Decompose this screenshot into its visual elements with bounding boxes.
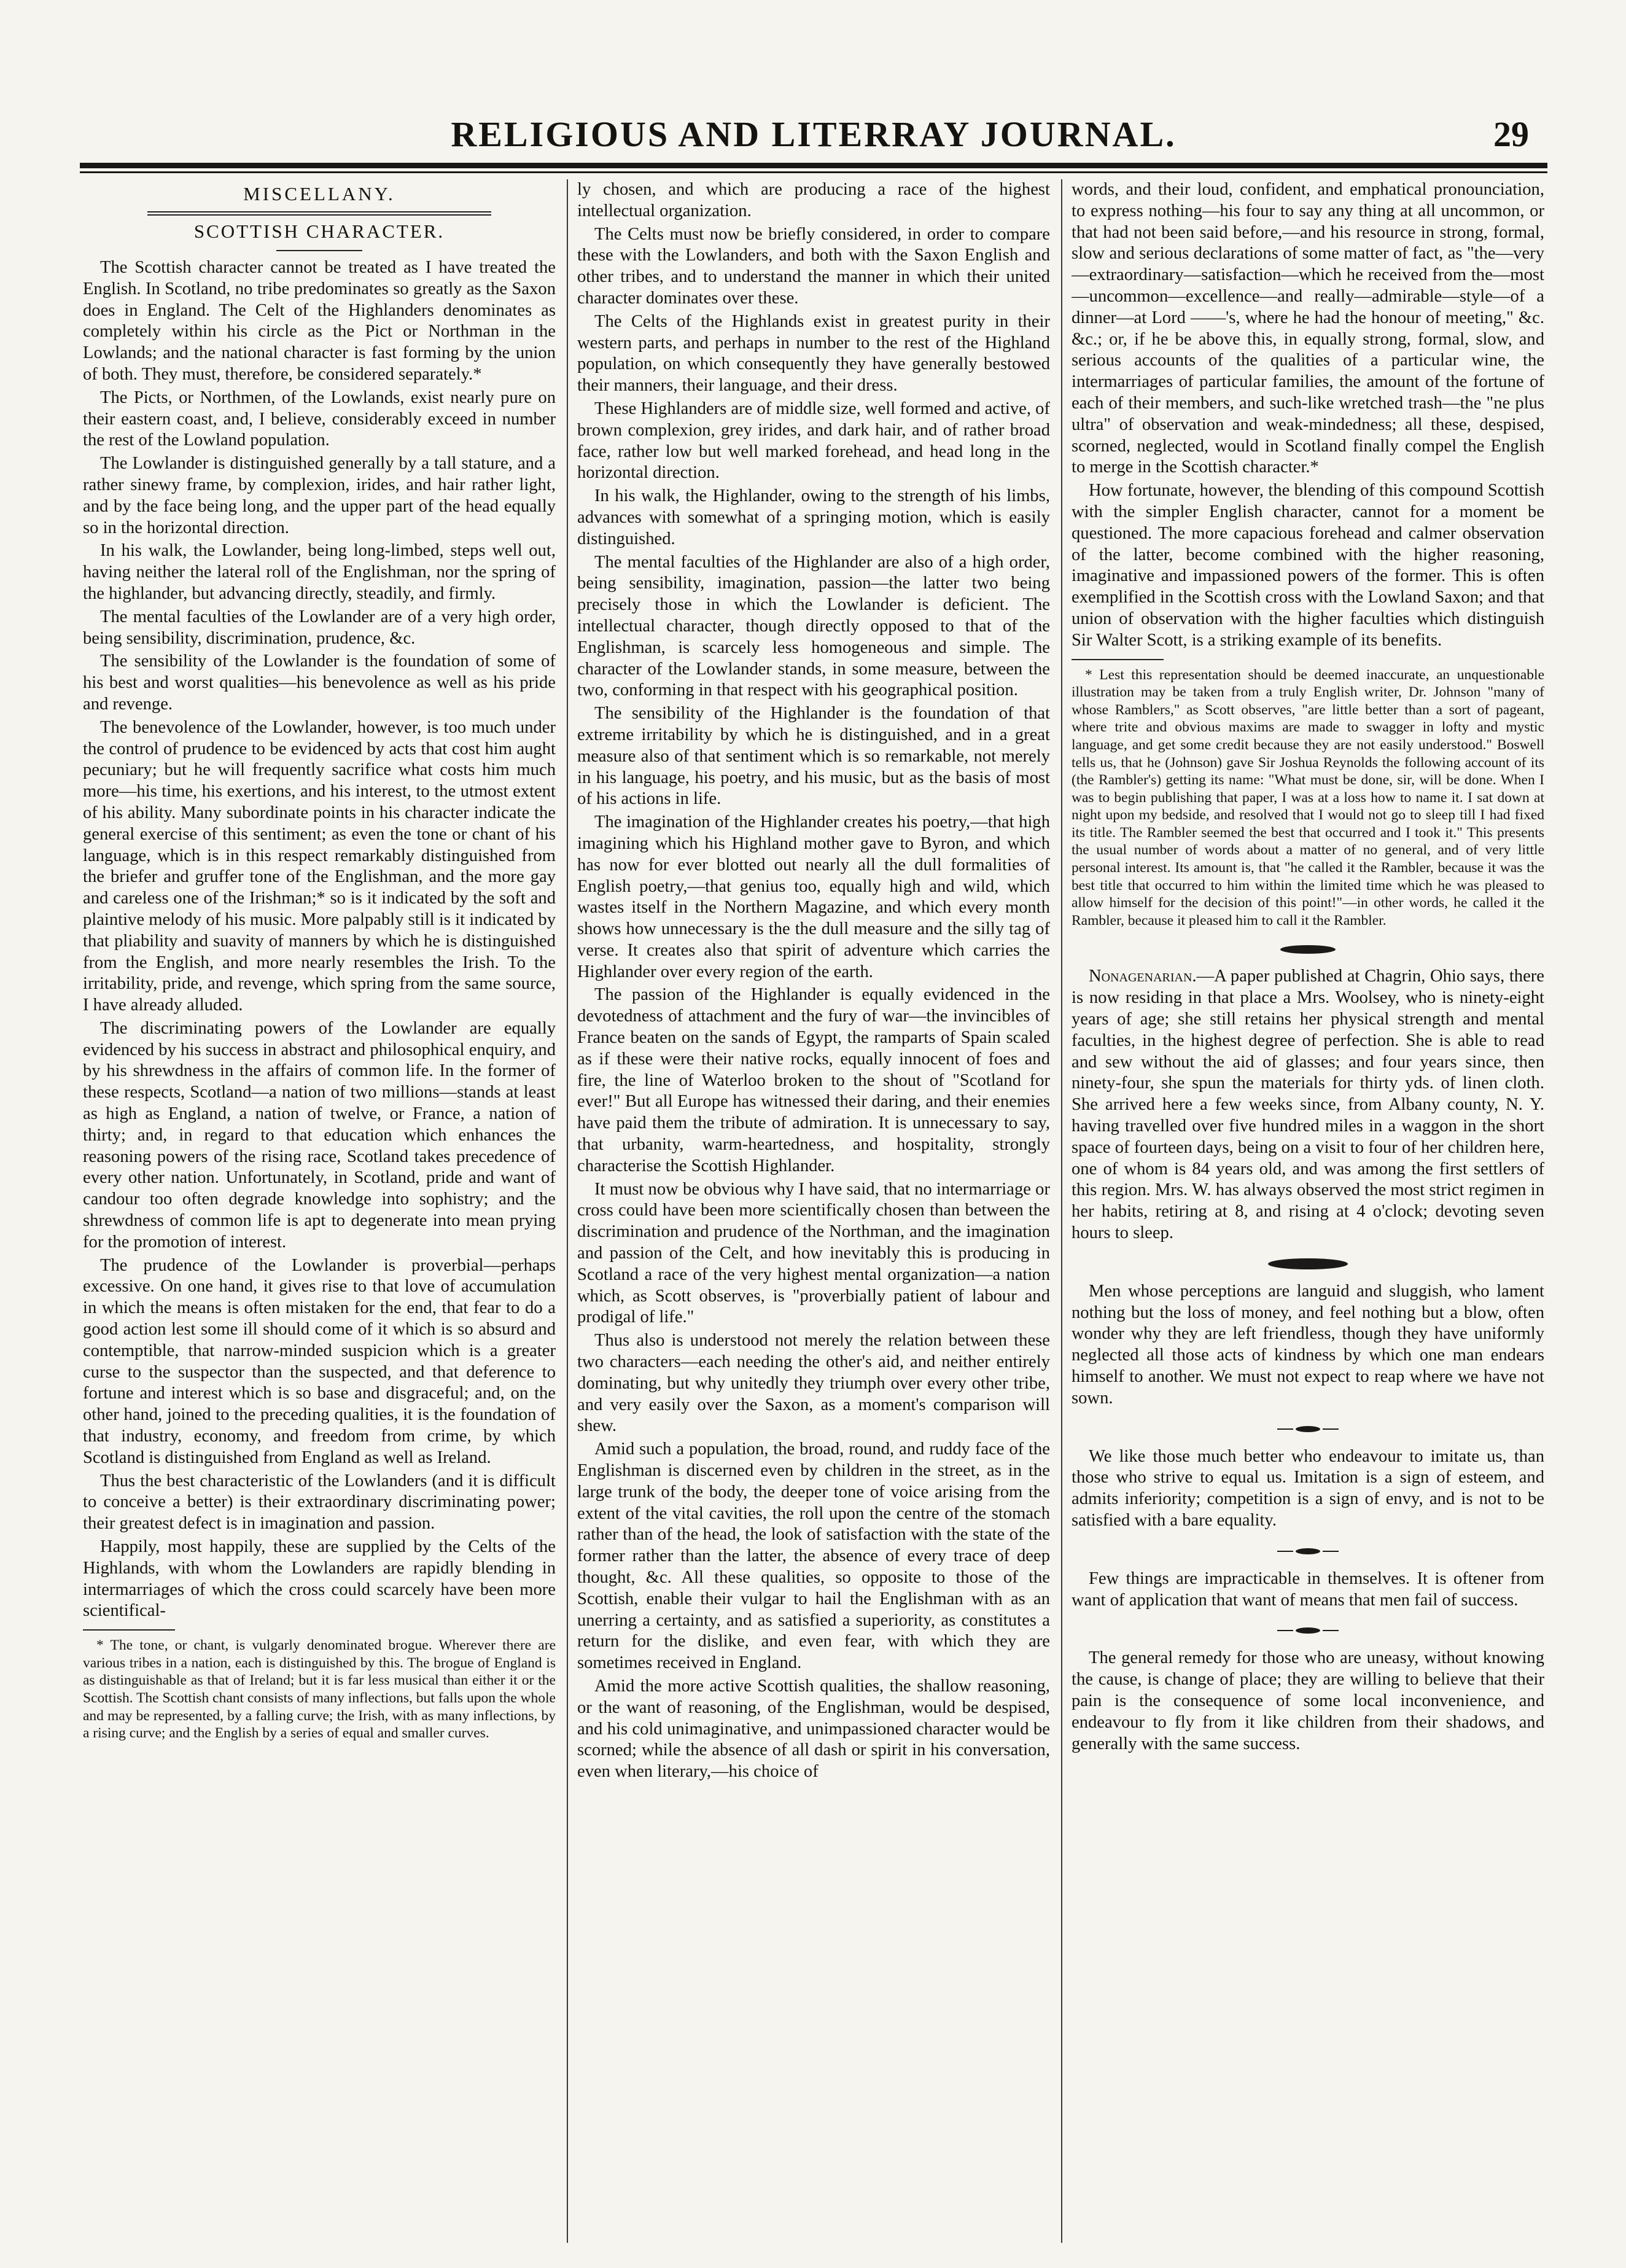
paragraph: words, and their loud, confident, and emphatical pronounciation, to express nothing—his four to say any thing at all uncommon, or that had not been said before,—and his resource in strong, formal, slow and serious declarations of some matter of fact, as "the—very—extraordinary—satisfaction—which he received from the—most—uncommon—excellence—and really—admirable—style—of a dinner—at Lord ——'s, where he had the honour of meeting," &c. &c.; or, if he be above this, in equally strong, formal, slow, and serious accounts of the qualities of a particular wine, the intermarriages of particular families, the amount of the fortune of each of their members, and such-like wretched trash—the "ne plus ultra" of observation and weak-mindedness; all these, despised, scorned, neglected, would in Scotland finally compel the English to merge in the Scottish character.* [1072, 180, 1544, 477]
section-heading: MISCELLANY. [243, 183, 395, 205]
ornament-mark [1268, 1258, 1348, 1269]
paragraph: ly chosen, and which are producing a race of the highest intellectual organization. [577, 180, 1050, 220]
paragraph: The mental faculties of the Lowlander are of a very high order, being sensibility, discrimination, prudence, &c. [83, 607, 556, 648]
paragraph: In his walk, the Lowlander, being long-limbed, steps well out, having neither the lateral roll of the Englishman, nor the spring of the highlander, but advancing directly, steadily, and firmly. [83, 541, 556, 603]
footnote-rule [1072, 659, 1164, 660]
footnote-rule [83, 1629, 175, 1631]
header-rule-thin [80, 171, 1547, 173]
paragraph: We like those much better who endeavour to imitate us, than those who strive to equal us. Imitation is a sign of esteem, and admits inferiority; competition is a sign of envy, and is not to be satisfied with a bare equality. [1072, 1446, 1544, 1530]
footnote: * The tone, or chant, is vulgarly denominated brogue. Wherever there are various tribes in a nation, each is distinguished by this. The brogue of England is as distinguishable as that of Ireland; but it is far less musical than either it or the Scottish. The Scottish chant consists of many inflections, but falls upon the whole and may be represented, by a falling curve; the Irish, with as many inflections, by a rising curve; and the English by a series of equal and smaller curves. [83, 1637, 556, 1742]
paragraph: The sensibility of the Highlander is the foundation of that extreme irritability by which he is distinguished, and in a great measure also of that sentiment which is so remarkable, not merely in his language, his poetry, and his music, but as the basis of most of his actions in life. [577, 704, 1050, 809]
paragraph: Few things are impracticable in themselves. It is oftener from want of application that want of means that men fail of success. [1072, 1569, 1544, 1610]
paragraph: In his walk, the Highlander, owing to the strength of his limbs, advances with somewhat of a springing motion, which is easily distinguished. [577, 486, 1050, 548]
ornament-divider [1072, 938, 1544, 957]
column-three [1072, 179, 1544, 2249]
ornament-mark [1296, 1548, 1320, 1554]
ornament-divider [1072, 1540, 1544, 1560]
ornament-divider [1072, 1619, 1544, 1639]
column-two [577, 179, 1050, 2249]
paragraph: The Picts, or Northmen, of the Lowlands, exist nearly pure on their eastern coast, and, I believe, considerably exceed in number the rest of the Lowland population. [83, 388, 556, 450]
nonagenarian-item [1072, 966, 1544, 1244]
paragraph: Thus the best characteristic of the Lowlanders (and it is difficult to conceive a better) is their extraordinary discriminating power; their greatest defect is in imagination and passion. [83, 1471, 556, 1533]
item-lead: Nonagenarian. [1089, 967, 1197, 986]
page-number: 29 [1493, 114, 1529, 154]
paragraph: How fortunate, however, the blending of this compound Scottish with the simpler English character, cannot for a moment be questioned. The more capacious forehead and calmer observation of the latter, become combined with the higher reasoning, imaginative and impassioned powers of the former. This is often exemplified in the Scottish cross with the Lowland Saxon; and that union of observation with the higher faculties which distinguish Sir Walter Scott, is a striking example of its benefits. [1072, 481, 1544, 650]
section-rule [147, 211, 491, 216]
column-divider-left [567, 179, 568, 2243]
column-divider-right [1061, 179, 1062, 2243]
paragraph: The general remedy for those who are uneasy, without knowing the cause, is change of place; they are willing to believe that their pain is the consequence of some local inconvenience, and endeavour to fly from it like children from their shadows, and generally with the same success. [1072, 1648, 1544, 1753]
column-one [83, 179, 556, 2249]
footnote: * Lest this representation should be deemed inaccurate, an unquestionable illustration may be taken from a truly English writer, Dr. Johnson "many of whose Ramblers," as Scott observes, "are little better than a sort of pageant, where trite and obvious maxims are made to swagger in lofty and mystic language, and get some credit because they are not easily understood." Boswell tells us, that he (Johnson) gave Sir Joshua Reynolds the following account of its (the Rambler's) getting its name: "What must be done, sir, will be done. When I was to begin publishing that paper, I was at a loss how to name it. I sat down at night upon my bedside, and resolved that I would not go to sleep till I had fixed its title. The Rambler seemed the best that occurred and I took it." This presents the usual number of words about a matter of no general, and of very little personal interest. Its amount is, that "he called it the Rambler, because it was the best title that occurred to him within the limited time which he was pleased to allow himself for the decision of this point!"—in other words, he called it the Rambler, because it pleased him to call it the Rambler. [1072, 666, 1544, 929]
ornament-divider [1072, 1253, 1544, 1272]
ornament-mark [1280, 945, 1336, 954]
paragraph: The benevolence of the Lowlander, however, is too much under the control of prudence to be evidenced by acts that cost him aught pecuniary; but he will frequently sacrifice what costs him much more—his time, his exertions, and his interest, to the utmost extent of his ability. Many subordinate points in his character indicate the general exercise of this sentiment; as even the tone or chant of his language, which is in this respect remarkably distinguished from the briefer and gruffer tone of the Englishman, and the more gay and careless one of the Irishman;* so is it indicated by the soft and plaintive melody of his music. More palpably still is it indicated by that pliability and suavity of manners by which he is distinguished from the English, and more nearly resembles the Irish. To the irritability, pride, and revenge, which spring from the same source, I have already alluded. [83, 717, 556, 1015]
paragraph: The Scottish character cannot be treated as I have treated the English. In Scotland, no tribe predominates so greatly as the Saxon does in England. The Celt of the Highlanders denominates as completely within his circle as the Pict or Northman in the Lowlands; and the national character is fast forming by the union of both. They must, therefore, be considered separately.* [83, 258, 556, 384]
paragraph: The prudence of the Lowlander is proverbial—perhaps excessive. On one hand, it gives rise to that love of accumulation in which the means is often mistaken for the end, that fear to do a good action lest some ill should come of it which is so absurd and contemptible, that narrow-minded suspicion which is a greater curse to the suspector than the suspected, and that deference to fortune and interest which is so base and disgraceful; and, on the other hand, joined to the preceding qualities, it is the foundation of that industry, economy, and freedom from crime, by which Scotland is distinguished from England as well as Ireland. [83, 1255, 556, 1467]
paragraph: Amid such a population, the broad, round, and ruddy face of the Englishman is discerned even by children in the street, as in the large trunk of the body, the deeper tone of voice arising from the extent of the vital cavities, the roll upon the centre of the stomach rather than of the head, the look of satisfaction with the state of the former rather than the latter, the absence of every trace of deep thought, &c. All these qualities, so opposite to those of the Scottish, enable their vulgar to hail the Englishman with as an unerring a certainty, and as satisfied a superiority, as constitutes a return for the dislike, and even fear, with which they are sometimes received in England. [577, 1440, 1050, 1673]
paragraph: These Highlanders are of middle size, well formed and active, of brown complexion, grey irides, and dark hair, and of rather broad face, rather low but well marked forehead, and head long in the horizontal direction. [577, 399, 1050, 483]
paragraph: Happily, most happily, these are supplied by the Celts of the Highlands, with whom the Lowlanders are rapidly blending in intermarriages of which the cross could scarcely have been more scientifical- [83, 1537, 556, 1621]
ornament-mark [1296, 1426, 1320, 1432]
paragraph: The imagination of the Highlander creates his poetry,—that high imagining which his Highland mother gave to Byron, and which has now for ever blotted out nearly all the dull formalities of English poetry,—that genius too, equally high and wild, which wastes itself in the Northern Magazine, and which every month shows how unnecessary is the the dull measure and the silly tag of verse. It creates also that spirit of adventure which carries the Highlander over every region of the earth. [577, 813, 1050, 981]
title-rule [276, 250, 362, 251]
paragraph: Men whose perceptions are languid and sluggish, who lament nothing but the loss of money, and feel nothing but a blow, often wonder why they are left friendless, though they have uniformly neglected all those acts of kindness by which one man endears himself to another. We must not expect to reap where we have not sown. [1072, 1281, 1544, 1408]
paragraph: Amid the more active Scottish qualities, the shallow reasoning, or the want of reasoning, of the Englishman, would be despised, and his cold unimaginative, and unimpassioned character would be scorned; while the absence of all dash or spirit in his conversation, even when literary,—his choice of [577, 1676, 1050, 1782]
ornament-mark [1296, 1627, 1320, 1634]
paragraph: The Celts of the Highlands exist in greatest purity in their western parts, and perhaps in number to the rest of the Highland population, on which consequently they have generally bestowed their manners, their language, and their dress. [577, 311, 1050, 396]
paragraph: The Lowlander is distinguished generally by a tall stature, and a rather sinewy frame, by complexion, irides, and hair rather light, and by the face being long, and the upper part of the head equally so in the horizontal direction. [83, 454, 556, 537]
ornament-divider [1072, 1418, 1544, 1438]
item-body: —A paper published at Chagrin, Ohio says, there is now residing in that place a Mrs. Woolsey, who is ninety-eight years of age; she still retains her physical strength and mental faculties, in the highest degree of perfection. She is able to read and sew without the aid of glasses; and four years since, then ninety-four, she spun the materials for thirty yds. of linen cloth. She arrived here a few weeks since, from Albany county, N. Y. having travelled over five hundred miles in a waggon in the short space of fourteen days, being on a visit to four of her children here, one of whom is 84 years old, and was among the first settlers of this region. Mrs. W. has always observed the most strict regimen in her habits, retiring at 8, and rising at 4 o'clock; devoting seven hours to sleep. [1072, 967, 1544, 1242]
paragraph: It must now be obvious why I have said, that no intermarriage or cross could have been more scientifically chosen than between the discrimination and prudence of the Northman, and the imagination and passion of the Celt, and how inevitably this is producing in Scotland a race of the very highest mental organization—a nation which, as Scott observes, is "proverbially patient of labour and prodigal of life." [577, 1179, 1050, 1327]
masthead [80, 109, 1547, 160]
paragraph: The sensibility of the Lowlander is the foundation of some of his best and worst qualities—his benevolence as well as his pride and revenge. [83, 652, 556, 714]
paragraph: The discriminating powers of the Lowlander are equally evidenced by his success in abstract and philosophical enquiry, and by his shrewdness in the affairs of common life. In the former of these respects, Scotland—a nation of two millions—stands at least as high as England, a nation of twelve, or France, a nation of thirty; and, in regard to that education which enhances the reasoning powers of the rising race, Scotland takes precedence of every other nation. Unfortunately, in Scotland, pride and want of candour too often degrade knowledge into sophistry; and the shrewdness of common life is apt to degenerate into mean prying for the promotion of interest. [83, 1018, 556, 1252]
paragraph: The mental faculties of the Highlander are also of a high order, being sensibility, imagination, passion—the latter two being precisely those in which the Lowlander is deficient. The intellectual character, though directly opposed to that of the Englishman, is scarcely less homogeneous and simple. The character of the Lowlander stands, in some measure, between the two, conforming in that respect with his geographical position. [577, 552, 1050, 700]
journal-title: RELIGIOUS AND LITERRAY JOURNAL. [451, 114, 1177, 154]
paragraph: Thus also is understood not merely the relation between these two characters—each needing the other's aid, and neither entirely dominating, but why unitedly they triumph over every other tribe, and very easily over the Saxon, as a moment's comparison will shew. [577, 1331, 1050, 1436]
header-rule-thick [80, 163, 1547, 168]
paragraph: The passion of the Highlander is equally evidenced in the devotedness of attachment and the fury of war—the invincibles of France beaten on the sands of Egypt, the ramparts of Spain scaled as if these were their native rocks, equally innocent of foes and fire, the line of Waterloo broken to the shout of "Scotland for ever!" But all Europe has witnessed their daring, and their enemies have paid them the tribute of admiration. It is unnecessary to say, that urbanity, warm-heartedness, and hospitality, strongly characterise the Scottish Highlander. [577, 985, 1050, 1175]
article-title: SCOTTISH CHARACTER. [193, 220, 445, 242]
paragraph: The Celts must now be briefly considered, in order to compare these with the Lowlanders, and both with the Saxon English and other tribes, and to understand the manner in which their united character dominates over these. [577, 224, 1050, 308]
